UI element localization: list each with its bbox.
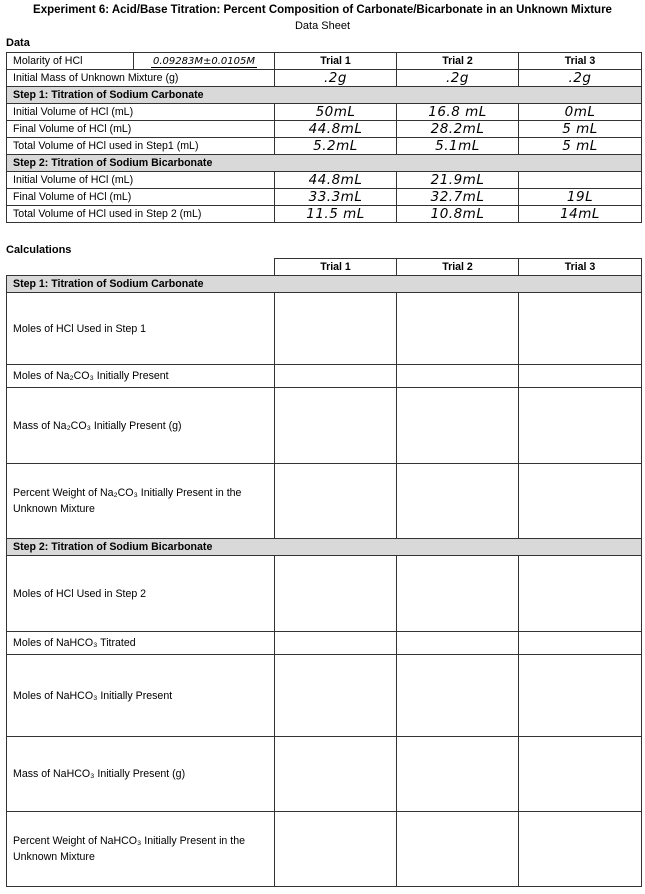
data-section-label: Data	[6, 37, 30, 49]
row-label: Initial Volume of HCl (mL)	[7, 104, 275, 121]
handwritten-value: 5.2mL	[313, 138, 358, 154]
answer-cell[interactable]	[519, 464, 642, 539]
value-cell[interactable]	[397, 189, 519, 206]
table-row	[7, 172, 642, 189]
data-step1-header: Step 1: Titration of Sodium Carbonate	[7, 87, 642, 104]
value-cell[interactable]	[275, 138, 397, 155]
answer-cell[interactable]	[519, 293, 642, 365]
data-step1-header-row	[7, 87, 642, 104]
trial-3-header: Trial 3	[519, 53, 642, 70]
data-step2-header-row	[7, 155, 642, 172]
value-cell[interactable]	[275, 189, 397, 206]
molarity-value-cell[interactable]	[134, 53, 275, 70]
row-label: Percent Weight of NaHCO₃ Initially Present in the Unknown Mixture	[7, 812, 275, 887]
answer-cell[interactable]	[397, 388, 519, 464]
value-cell[interactable]	[397, 121, 519, 138]
row-label: Moles of Na₂CO₃ Initially Present	[7, 365, 275, 388]
table-row	[7, 365, 642, 388]
molarity-value: 0.09283M±0.0105M	[153, 55, 255, 67]
handwritten-value: .2g	[324, 70, 347, 86]
row-label: Moles of NaHCO₃ Initially Present	[7, 655, 275, 737]
calc-step1-header: Step 1: Titration of Sodium Carbonate	[7, 276, 642, 293]
answer-cell[interactable]	[275, 812, 397, 887]
row-label: Final Volume of HCl (mL)	[7, 189, 275, 206]
data-table	[6, 52, 642, 223]
answer-cell[interactable]	[397, 556, 519, 632]
value-cell[interactable]	[397, 104, 519, 121]
value-cell[interactable]	[519, 172, 642, 189]
handwritten-value: 5 mL	[562, 138, 598, 154]
value-cell[interactable]	[275, 121, 397, 138]
row-label: Mass of NaHCO₃ Initially Present (g)	[7, 737, 275, 812]
handwritten-value: .2g	[568, 70, 592, 86]
answer-cell[interactable]	[397, 632, 519, 655]
molarity-label: Molarity of HCl	[7, 53, 134, 70]
value-cell[interactable]	[519, 206, 642, 223]
handwritten-value: 5.1mL	[435, 138, 480, 154]
answer-cell[interactable]	[275, 365, 397, 388]
table-row	[7, 655, 642, 737]
answer-cell[interactable]	[397, 812, 519, 887]
table-row	[7, 737, 642, 812]
handwritten-value: 0mL	[564, 104, 596, 120]
value-cell[interactable]	[275, 206, 397, 223]
handwritten-value: 14mL	[560, 206, 600, 222]
handwritten-value: 10.8mL	[430, 206, 485, 222]
value-cell[interactable]	[275, 104, 397, 121]
table-row	[7, 293, 642, 365]
table-row	[7, 464, 642, 539]
answer-cell[interactable]	[519, 632, 642, 655]
sheet-subtitle: Data Sheet	[294, 20, 351, 32]
value-cell[interactable]	[397, 206, 519, 223]
row-label: Percent Weight of Na₂CO₃ Initially Present in the Unknown Mixture	[7, 464, 275, 539]
calc-step2-header: Step 2: Titration of Sodium Bicarbonate	[7, 539, 642, 556]
handwritten-value: 5 mL	[562, 121, 598, 137]
value-cell[interactable]	[519, 104, 642, 121]
handwritten-value: 21.9mL	[430, 172, 485, 188]
sheet-title: Experiment 6: Acid/Base Titration: Percent Composition of Carbonate/Bicarbonate in an Unknown Mixture	[33, 4, 612, 16]
trial-2-header: Trial 2	[397, 53, 519, 70]
table-row	[7, 138, 642, 155]
answer-cell[interactable]	[275, 556, 397, 632]
row-label: Total Volume of HCl used in Step 2 (mL)	[7, 206, 275, 223]
answer-cell[interactable]	[397, 365, 519, 388]
row-label: Moles of HCl Used in Step 1	[7, 293, 275, 365]
row-label: Initial Volume of HCl (mL)	[7, 172, 275, 189]
trial-1-header: Trial 1	[275, 53, 397, 70]
handwritten-value: 44.8mL	[308, 172, 363, 188]
handwritten-value: 33.3mL	[308, 189, 363, 205]
answer-cell[interactable]	[275, 632, 397, 655]
row-label: Total Volume of HCl used in Step1 (mL)	[7, 138, 275, 155]
answer-cell[interactable]	[397, 464, 519, 539]
answer-cell[interactable]	[397, 737, 519, 812]
table-row	[7, 812, 642, 887]
calc-step1-header-row	[7, 276, 642, 293]
answer-cell[interactable]	[275, 293, 397, 365]
table-row	[7, 206, 642, 223]
value-cell[interactable]	[397, 172, 519, 189]
table-row	[7, 632, 642, 655]
calc-trial-3-header: Trial 3	[519, 259, 642, 276]
blank-corner	[7, 259, 275, 276]
answer-cell[interactable]	[275, 655, 397, 737]
table-row	[7, 556, 642, 632]
answer-cell[interactable]	[519, 365, 642, 388]
initial-mass-trial-3[interactable]	[519, 70, 642, 87]
handwritten-value: 28.2mL	[430, 121, 485, 137]
handwritten-value: 16.8 mL	[428, 104, 487, 120]
value-cell[interactable]	[275, 172, 397, 189]
handwritten-value: .2g	[446, 70, 469, 86]
answer-cell[interactable]	[275, 737, 397, 812]
answer-cell[interactable]	[519, 655, 642, 737]
value-cell[interactable]	[397, 138, 519, 155]
initial-mass-trial-2[interactable]	[397, 70, 519, 87]
calc-step2-header-row	[7, 539, 642, 556]
table-row	[7, 104, 642, 121]
handwritten-value: 50mL	[315, 104, 356, 120]
row-label: Final Volume of HCl (mL)	[7, 121, 275, 138]
table-row	[7, 121, 642, 138]
calc-trial-2-header: Trial 2	[397, 259, 519, 276]
row-label: Moles of HCl Used in Step 2	[7, 556, 275, 632]
initial-mass-label: Initial Mass of Unknown Mixture (g)	[7, 70, 275, 87]
table-row	[7, 388, 642, 464]
calc-header-row	[7, 259, 642, 276]
row-label: Moles of NaHCO₃ Titrated	[7, 632, 275, 655]
value-cell[interactable]	[519, 121, 642, 138]
row-label: Mass of Na₂CO₃ Initially Present (g)	[7, 388, 275, 464]
value-cell[interactable]	[519, 138, 642, 155]
handwritten-value: 32.7mL	[430, 189, 485, 205]
answer-cell[interactable]	[519, 737, 642, 812]
handwritten-value: 19L	[566, 189, 594, 205]
answer-cell[interactable]	[397, 293, 519, 365]
initial-mass-row	[7, 70, 642, 87]
initial-mass-trial-1[interactable]	[275, 70, 397, 87]
answer-cell[interactable]	[397, 655, 519, 737]
answer-cell[interactable]	[519, 812, 642, 887]
calc-trial-1-header: Trial 1	[275, 259, 397, 276]
answer-cell[interactable]	[519, 556, 642, 632]
molarity-row	[7, 53, 642, 70]
answer-cell[interactable]	[275, 464, 397, 539]
answer-cell[interactable]	[519, 388, 642, 464]
calculations-section-label: Calculations	[6, 244, 72, 256]
table-row	[7, 189, 642, 206]
handwritten-value: 11.5 mL	[306, 206, 365, 222]
data-step2-header: Step 2: Titration of Sodium Bicarbonate	[7, 155, 642, 172]
calculations-table	[6, 258, 642, 887]
handwritten-value: 44.8mL	[308, 121, 363, 137]
value-cell[interactable]	[519, 189, 642, 206]
answer-cell[interactable]	[275, 388, 397, 464]
